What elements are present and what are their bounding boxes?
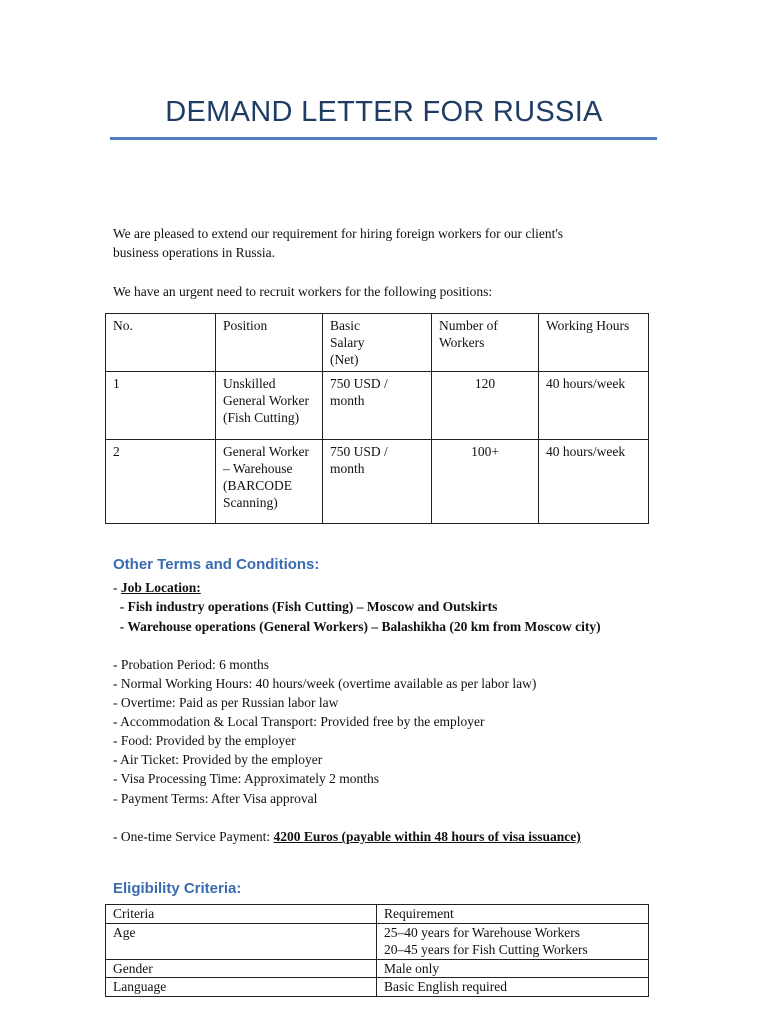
table-cell xyxy=(377,923,649,959)
job-location-label: Job Location: xyxy=(120,580,201,595)
table-cell: 120 xyxy=(432,372,539,440)
cell-line: General Worker xyxy=(223,393,309,408)
terms-item: - Probation Period: 6 months xyxy=(113,657,269,672)
header-cell xyxy=(323,314,432,372)
table-cell xyxy=(323,440,432,524)
terms-item: - Air Ticket: Provided by the employer xyxy=(113,752,323,767)
header-cell: Working Hours xyxy=(539,314,649,372)
table-cell: 40 hours/week xyxy=(539,372,649,440)
table-row xyxy=(106,923,649,959)
bullet-prefix: - xyxy=(113,580,121,595)
header-line: Salary xyxy=(330,335,365,350)
table-row xyxy=(106,978,649,997)
table-header-row xyxy=(106,905,649,924)
table-cell: Basic English required xyxy=(377,978,649,997)
cell-line: Scanning) xyxy=(223,495,278,510)
intro-line: business operations in Russia. xyxy=(113,245,275,260)
table-row xyxy=(106,372,649,440)
terms-item: - Accommodation & Local Transport: Provided free by the employer xyxy=(113,714,485,729)
table-header-row xyxy=(106,314,649,372)
header-line: Basic xyxy=(330,318,360,333)
cell-line: month xyxy=(330,461,365,476)
table-row xyxy=(106,440,649,524)
service-payment-value: 4200 Euros (payable within 48 hours of visa issuance) xyxy=(273,829,581,844)
table-cell: Gender xyxy=(106,959,377,978)
terms-item: - Food: Provided by the employer xyxy=(113,733,296,748)
table-cell: Age xyxy=(106,923,377,959)
header-cell: Position xyxy=(216,314,323,372)
eligibility-heading: Eligibility Criteria: xyxy=(113,880,242,897)
terms-item: - Visa Processing Time: Approximately 2 months xyxy=(113,771,379,786)
cell-line: 25–40 years for Warehouse Workers xyxy=(384,924,581,940)
cell-line: (Fish Cutting) xyxy=(223,410,300,425)
positions-table xyxy=(105,313,649,524)
table-cell: 1 xyxy=(106,372,216,440)
terms-item: - Normal Working Hours: 40 hours/week (overtime available as per labor law) xyxy=(113,676,537,691)
title-underline xyxy=(110,137,657,140)
eligibility-table xyxy=(105,904,649,997)
header-cell: No. xyxy=(106,314,216,372)
cell-line: month xyxy=(330,393,365,408)
service-payment-line xyxy=(113,828,581,846)
intro-paragraph xyxy=(113,224,653,262)
cell-line: General Worker xyxy=(223,444,309,459)
cell-line: Unskilled xyxy=(223,376,276,391)
job-location-line xyxy=(113,579,201,597)
document-title: DEMAND LETTER FOR RUSSIA xyxy=(165,96,603,128)
cell-line: 750 USD / xyxy=(330,444,388,459)
cell-line: – Warehouse xyxy=(223,461,293,476)
table-row xyxy=(106,959,649,978)
intro-line: We are pleased to extend our requirement for hiring foreign workers for our client's xyxy=(113,226,564,241)
header-line: (Net) xyxy=(330,352,359,367)
terms-heading: Other Terms and Conditions: xyxy=(113,556,320,573)
table-cell: 100+ xyxy=(432,440,539,524)
table-cell: 2 xyxy=(106,440,216,524)
table-cell xyxy=(216,440,323,524)
header-cell xyxy=(432,314,539,372)
header-line: Workers xyxy=(439,335,485,350)
table-cell xyxy=(216,372,323,440)
cell-line: 750 USD / xyxy=(330,376,388,391)
header-line: Number of xyxy=(439,318,498,333)
table-cell: 40 hours/week xyxy=(539,440,649,524)
header-cell: Criteria xyxy=(106,905,377,924)
location-item: - Fish industry operations (Fish Cutting) – Moscow and Outskirts xyxy=(113,599,498,614)
table-cell: Language xyxy=(106,978,377,997)
location-item: - Warehouse operations (General Workers) – Balashikha (20 km from Moscow city) xyxy=(113,619,601,634)
cell-line: 20–45 years for Fish Cutting Workers xyxy=(384,942,588,957)
terms-item: - Overtime: Paid as per Russian labor law xyxy=(113,695,339,710)
table-cell: Male only xyxy=(377,959,649,978)
urgent-paragraph: We have an urgent need to recruit workers for the following positions: xyxy=(113,284,493,299)
header-cell: Requirement xyxy=(377,905,649,924)
service-payment-label: - One-time Service Payment: xyxy=(113,829,274,844)
terms-item: - Payment Terms: After Visa approval xyxy=(113,791,318,806)
table-cell xyxy=(323,372,432,440)
cell-line: (BARCODE xyxy=(223,478,293,493)
